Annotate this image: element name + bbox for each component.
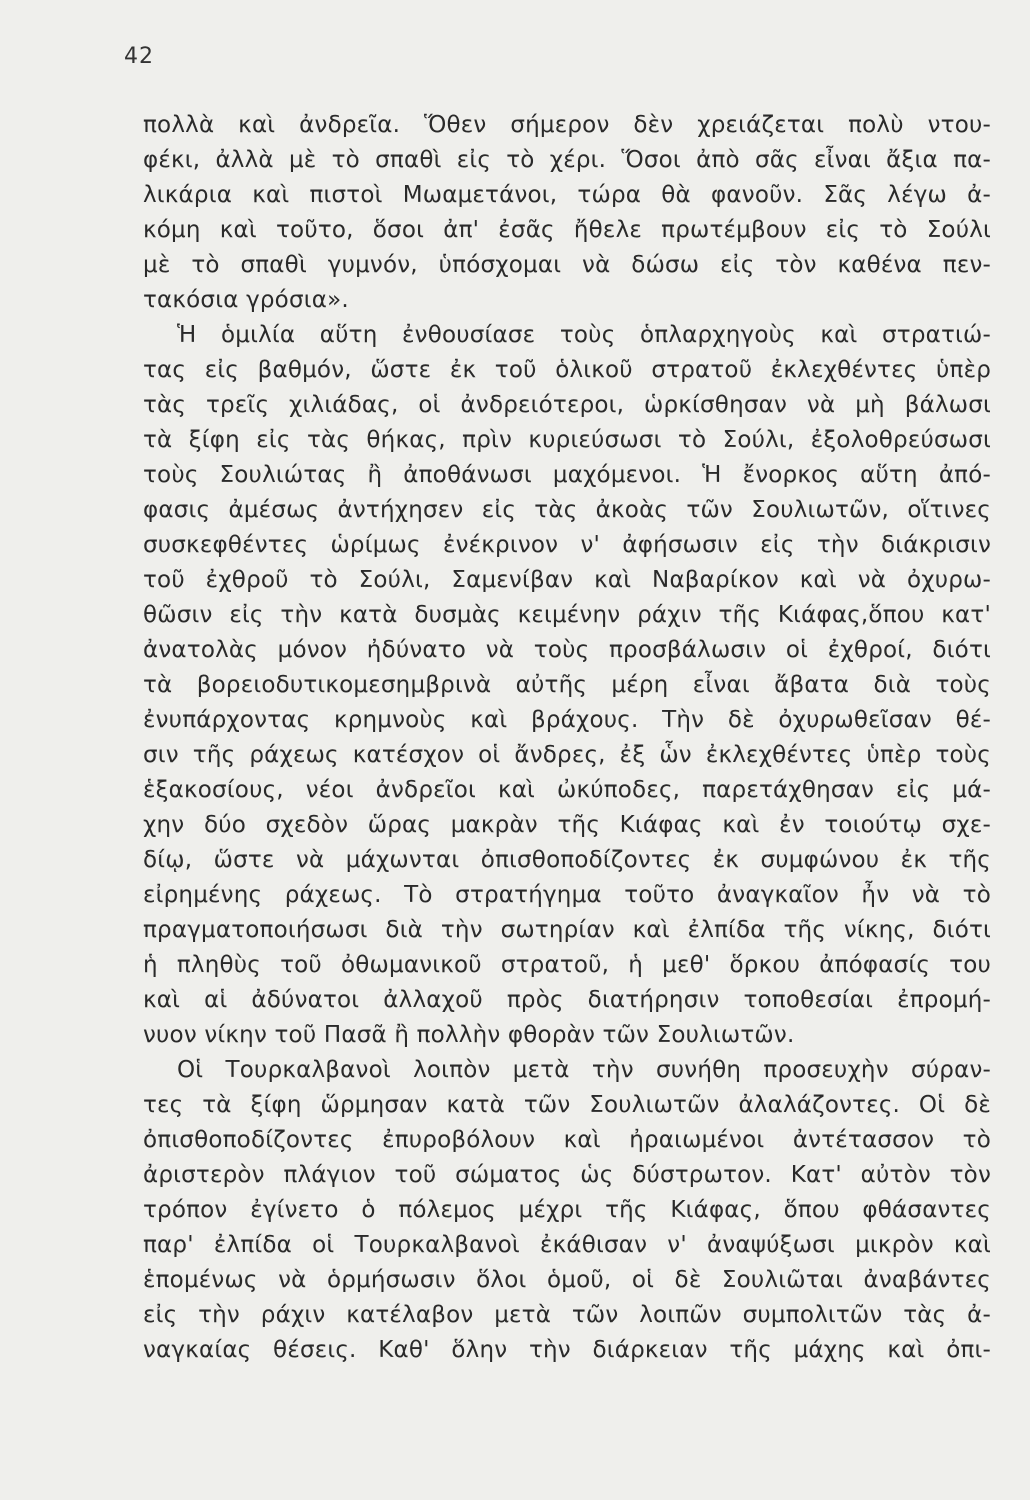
text-line: τὰ ξίφη εἰς τὰς θήκας, πρὶν κυριεύσωσι τὸ Σούλι, ἐξολοθρεύσωσι [143,427,991,453]
text-line: θῶσιν εἰς τὴν κατὰ δυσμὰς κειμένην ράχιν τῆς Κιάφας,ὅπου κατ' [143,602,991,628]
text-line: ἀνατολὰς μόνον ἠδύνατο νὰ τοὺς προσβάλωσιν οἱ ἐχθροί, διότι [143,637,991,663]
paragraph-end-line: νυον νίκην τοῦ Πασᾶ ἢ πολλὴν φθορὰν τῶν Σουλιωτῶν. [143,1022,795,1048]
text-line: παρ' ἐλπίδα οἱ Τουρκαλβανοὶ ἐκάθισαν ν' ἀναψύξωσι μικρὸν καὶ [143,1232,991,1258]
text-line: λικάρια καὶ πιστοὶ Μωαμετάνοι, τώρα θὰ φανοῦν. Σᾶς λέγω ἀ- [143,182,991,208]
text-line: εἰς τὴν ράχιν κατέλαβον μετὰ τῶν λοιπῶν συμπολιτῶν τὰς ἀ- [143,1302,991,1328]
text-line: φέκι, ἀλλὰ μὲ τὸ σπαθὶ εἰς τὸ χέρι. Ὅσοι ἀπὸ σᾶς εἶναι ἄξια πα- [143,147,991,173]
text-line: καὶ αἱ ἀδύνατοι ἀλλαχοῦ πρὸς διατήρησιν τοποθεσίαι ἐπρομή- [143,987,991,1013]
text-line: τὰς τρεῖς χιλιάδας, οἱ ἀνδρειότεροι, ὡρκίσθησαν νὰ μὴ βάλωσι [143,392,991,418]
text-line: ἑξακοσίους, νέοι ἀνδρεῖοι καὶ ὠκύποδες, παρετάχθησαν εἰς μά- [143,777,991,803]
page-number: 42 [124,44,154,69]
text-line: δίῳ, ὥστε νὰ μάχωνται ὀπισθοποδίζοντες ἐκ συμφώνου ἐκ τῆς [143,847,991,873]
text-line: πραγματοποιήσωσι διὰ τὴν σωτηρίαν καὶ ἐλπίδα τῆς νίκης, διότι [143,917,991,943]
text-line: ἑπομένως νὰ ὁρμήσωσιν ὅλοι ὁμοῦ, οἱ δὲ Σουλιῶται ἀναβάντες [143,1267,991,1293]
text-line: πολλὰ καὶ ἀνδρεῖα. Ὅθεν σήμερον δὲν χρειάζεται πολὺ ντου- [143,112,991,138]
text-line: χην δύο σχεδὸν ὥρας μακρὰν τῆς Κιάφας καὶ ἐν τοιούτῳ σχε- [143,812,991,838]
text-line: ἐνυπάρχοντας κρημνοὺς καὶ βράχους. Τὴν δὲ ὀχυρωθεῖσαν θέ- [143,707,991,733]
paragraph-start-line: Οἱ Τουρκαλβανοὶ λοιπὸν μετὰ τὴν συνήθη προσευχὴν σύραν- [177,1057,991,1083]
text-line: τοὺς Σουλιώτας ἢ ἀποθάνωσι μαχόμενοι. Ἡ ἔνορκος αὕτη ἀπό- [143,462,991,488]
text-line: μὲ τὸ σπαθὶ γυμνόν, ὑπόσχομαι νὰ δώσω εἰς τὸν καθένα πεν- [143,252,991,278]
text-line: σιν τῆς ράχεως κατέσχον οἱ ἄνδρες, ἐξ ὧν ἐκλεχθέντες ὑπὲρ τοὺς [143,742,991,768]
text-line: τες τὰ ξίφη ὥρμησαν κατὰ τῶν Σουλιωτῶν ἀλαλάζοντες. Οἱ δὲ [143,1092,991,1118]
text-line: τὰ βορειοδυτικομεσημβρινὰ αὐτῆς μέρη εἶναι ἄβατα διὰ τοὺς [143,672,991,698]
text-line: ἀριστερὸν πλάγιον τοῦ σώματος ὡς δύστρωτον. Κατ' αὐτὸν τὸν [143,1162,991,1188]
text-line: συσκεφθέντες ὡρίμως ἐνέκρινον ν' ἀφήσωσιν εἰς τὴν διάκρισιν [143,532,991,558]
text-line: ναγκαίας θέσεις. Καθ' ὅλην τὴν διάρκειαν τῆς μάχης καὶ ὀπι- [143,1337,991,1363]
text-line: ὀπισθοποδίζοντες ἐπυροβόλουν καὶ ἠραιωμένοι ἀντέτασσον τὸ [143,1127,991,1153]
text-line: τρόπον ἐγίνετο ὁ πόλεμος μέχρι τῆς Κιάφας, ὅπου φθάσαντες [143,1197,991,1223]
text-line: εἰρημένης ράχεως. Τὸ στρατήγημα τοῦτο ἀναγκαῖον ἦν νὰ τὸ [143,882,991,908]
text-line: ἡ πληθὺς τοῦ ὀθωμανικοῦ στρατοῦ, ἡ μεθ' ὅρκου ἀπόφασίς του [143,952,991,978]
text-line: τοῦ ἐχθροῦ τὸ Σούλι, Σαμενίβαν καὶ Ναβαρίκον καὶ νὰ ὀχυρω- [143,567,991,593]
text-line: τας εἰς βαθμόν, ὥστε ἐκ τοῦ ὁλικοῦ στρατοῦ ἐκλεχθέντες ὑπὲρ [143,357,991,383]
body-text [143,108,991,1368]
paragraph-start-line: Ἡ ὁμιλία αὕτη ἐνθουσίασε τοὺς ὁπλαρχηγοὺς καὶ στρατιώ- [177,322,991,348]
text-line: φασις ἀμέσως ἀντήχησεν εἰς τὰς ἀκοὰς τῶν Σουλιωτῶν, οἵτινες [143,497,991,523]
text-line: κόμη καὶ τοῦτο, ὅσοι ἀπ' ἐσᾶς ἤθελε πρωτέμβουν εἰς τὸ Σούλι [143,217,991,243]
paragraph-end-line: τακόσια γρόσια». [143,287,349,313]
